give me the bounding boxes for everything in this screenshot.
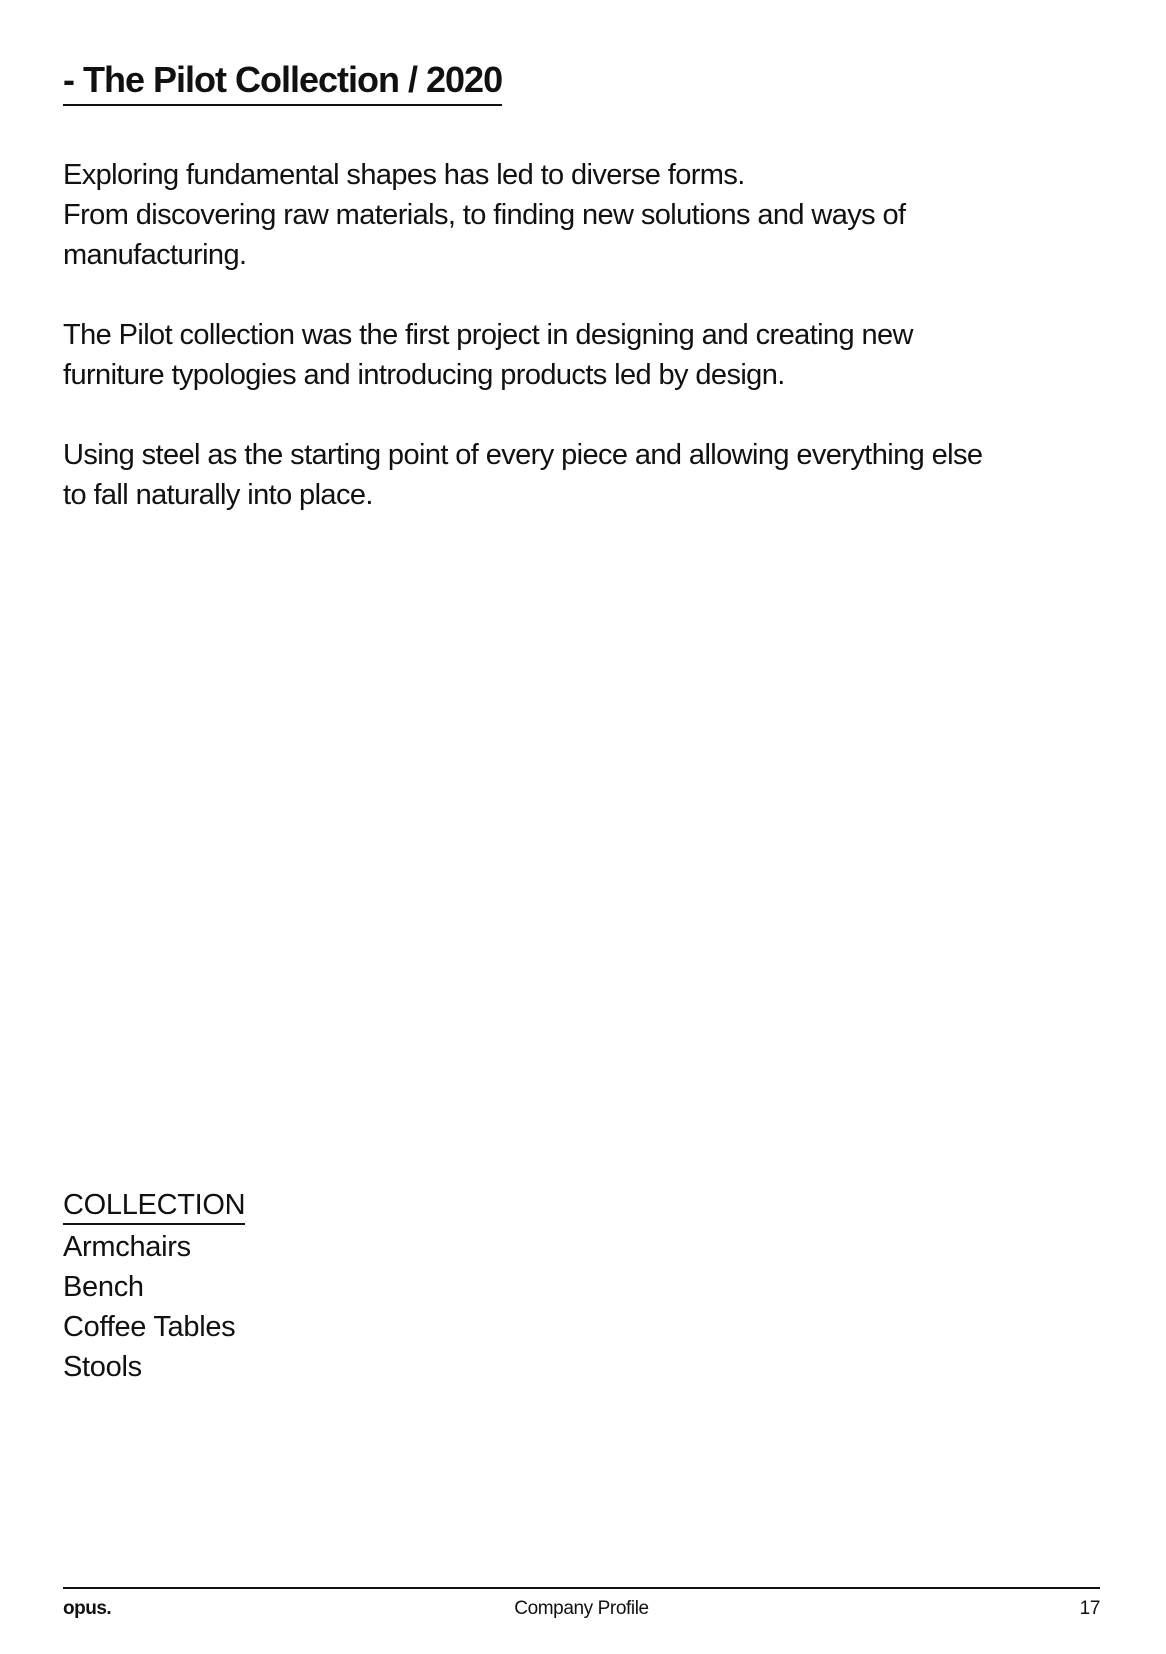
intro-line: Using steel as the starting point of every piece and allowing everything else [63, 439, 983, 471]
collection-item-bench: Bench [63, 1271, 144, 1303]
collection-heading: COLLECTION [63, 1187, 245, 1225]
intro-text [63, 155, 1113, 515]
intro-paragraph-1 [63, 155, 1113, 275]
intro-paragraph-2 [63, 315, 1113, 395]
collection-section [63, 1185, 245, 1387]
page-number: 17 [1079, 1598, 1100, 1619]
footer-document-title: Company Profile [514, 1598, 649, 1619]
intro-line: From discovering raw materials, to finding new solutions and ways of [63, 199, 906, 231]
collection-item-coffee-tables: Coffee Tables [63, 1311, 236, 1343]
footer-divider [63, 1587, 1100, 1589]
intro-line: manufacturing. [63, 239, 247, 271]
collection-list [63, 1227, 245, 1387]
intro-line: Exploring fundamental shapes has led to diverse forms. [63, 159, 745, 191]
page-title: - The Pilot Collection / 2020 [63, 58, 502, 106]
intro-line: to fall naturally into place. [63, 479, 373, 511]
intro-paragraph-3 [63, 435, 1113, 515]
collection-item-stools: Stools [63, 1351, 142, 1383]
page-footer [63, 1594, 1100, 1624]
intro-line: furniture typologies and introducing products led by design. [63, 359, 785, 391]
collection-item-armchairs: Armchairs [63, 1231, 191, 1263]
intro-line: The Pilot collection was the first project in designing and creating new [63, 319, 913, 351]
brand-logo: opus. [63, 1598, 112, 1619]
